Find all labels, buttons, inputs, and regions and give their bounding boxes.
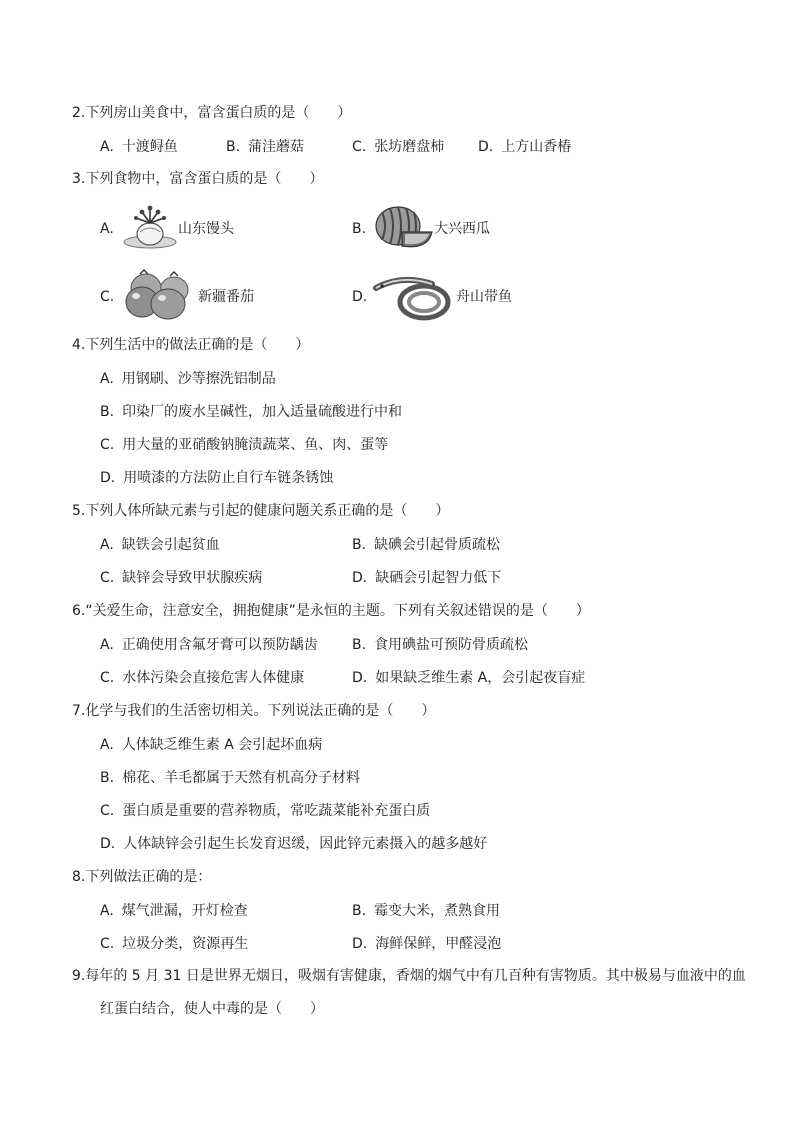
option-letter: D. <box>478 139 494 155</box>
q5-option-a <box>100 535 220 555</box>
option-text: 用钢刷、沙等擦洗铝制品 <box>121 371 276 387</box>
option-text: 缺锌会导致甲状腺疾病 <box>122 570 263 586</box>
q4-option-d <box>100 468 333 488</box>
q6-option-b <box>352 635 528 655</box>
option-text: 煤气泄漏，开灯检查 <box>121 903 248 919</box>
option-letter: B. <box>100 770 115 786</box>
q6-option-d <box>352 668 585 688</box>
option-letter: B. <box>100 404 115 420</box>
q6-option-c <box>100 668 304 688</box>
option-text: 垃圾分类，资源再生 <box>122 936 249 952</box>
question-9-text: 9.每年的 5 月 31 日是世界无烟日，吸烟有害健康，香烟的烟气中有几百种有害物质。其中极易与血液中的血红蛋白结合，使人中毒的是（ ） <box>72 968 746 1017</box>
option-letter: D. <box>352 936 368 952</box>
q7-option-c <box>100 801 430 821</box>
option-letter: C. <box>100 670 115 686</box>
q6-option-a <box>100 635 318 655</box>
option-letter: A. <box>100 371 114 387</box>
option-letter: A. <box>100 737 114 753</box>
option-letter: B. <box>352 537 367 553</box>
q8-option-b <box>352 901 500 921</box>
question-3-stem: 3.下列食物中，富含蛋白质的是（ ） <box>72 171 324 187</box>
option-text: 人体缺锌会引起生长发育迟缓，因此锌元素摄入的越多越好 <box>123 836 488 852</box>
option-text: 正确使用含氟牙膏可以预防龋齿 <box>121 637 318 653</box>
question-7-stem: 7.化学与我们的生活密切相关。下列说法正确的是（ ） <box>72 703 436 719</box>
question-5-stem: 5.下列人体所缺元素与引起的健康问题关系正确的是（ ） <box>72 503 450 519</box>
q2-option-b <box>226 137 304 157</box>
option-text: 如果缺乏维生素 A，会引起夜盲症 <box>375 670 586 686</box>
option-letter: A. <box>100 637 114 653</box>
option-letter: D. <box>352 670 368 686</box>
option-text: 缺铁会引起贫血 <box>121 537 220 553</box>
q8-option-c <box>100 934 248 954</box>
q3-option-d-letter: D. <box>352 289 368 305</box>
option-text: 上方山香椿 <box>501 139 572 155</box>
q5-option-b <box>352 535 500 555</box>
q4-option-b <box>100 402 402 422</box>
option-letter: B. <box>352 637 367 653</box>
option-text: 十渡鲟鱼 <box>121 139 178 155</box>
q7-option-b <box>100 768 360 788</box>
option-text: 缺碘会引起骨质疏松 <box>374 537 501 553</box>
q2-option-a <box>100 137 178 157</box>
option-letter: A. <box>100 139 114 155</box>
q7-option-d <box>100 834 487 854</box>
option-letter: D. <box>100 836 116 852</box>
tomato-icon <box>122 268 196 320</box>
question-8-stem: 8.下列做法正确的是： <box>72 869 212 885</box>
steamed-bun-icon <box>122 204 178 252</box>
q3-option-a-text: 山东馒头 <box>178 221 234 237</box>
option-letter: B. <box>352 903 367 919</box>
q7-option-a <box>100 735 322 755</box>
q2-option-d <box>478 137 571 157</box>
question-9-stem <box>72 960 750 1026</box>
option-text: 食用碘盐可预防骨质疏松 <box>374 637 529 653</box>
option-text: 张坊磨盘柿 <box>374 139 445 155</box>
q5-option-c <box>100 568 262 588</box>
question-6-stem: 6.“关爱生命，注意安全，拥抱健康”是永恒的主题。下列有关叙述错误的是（ ） <box>72 603 590 619</box>
watermelon-icon <box>372 202 434 252</box>
option-letter: D. <box>352 570 368 586</box>
hairtail-fish-icon <box>372 272 456 322</box>
option-letter: D. <box>100 470 116 486</box>
q3-option-b-text: 大兴西瓜 <box>434 221 490 237</box>
q2-option-c <box>352 137 444 157</box>
q8-option-d <box>352 934 501 954</box>
option-text: 棉花、羊毛都属于天然有机高分子材料 <box>122 770 361 786</box>
option-letter: A. <box>100 903 114 919</box>
q3-option-b-letter: B. <box>352 221 367 237</box>
option-text: 印染厂的废水呈碱性，加入适量硫酸进行中和 <box>122 404 403 420</box>
q5-option-d <box>352 568 501 588</box>
option-text: 霉变大米，煮熟食用 <box>374 903 501 919</box>
question-2-stem: 2.下列房山美食中，富含蛋白质的是（ ） <box>72 105 352 121</box>
option-text: 蒲洼蘑菇 <box>248 139 305 155</box>
option-text: 蛋白质是重要的营养物质，常吃蔬菜能补充蛋白质 <box>122 803 431 819</box>
q3-option-a-letter: A. <box>100 221 114 237</box>
q3-option-c-letter: C. <box>100 289 115 305</box>
option-text: 缺硒会引起智力低下 <box>375 570 502 586</box>
q4-option-a <box>100 369 276 389</box>
q4-option-c <box>100 435 388 455</box>
option-text: 人体缺乏维生素 A 会引起坏血病 <box>121 737 323 753</box>
q3-option-d-text: 舟山带鱼 <box>456 289 512 305</box>
option-text: 海鲜保鲜，甲醛浸泡 <box>375 936 502 952</box>
option-text: 用喷漆的方法防止自行车链条锈蚀 <box>123 470 334 486</box>
option-letter: C. <box>352 139 367 155</box>
option-letter: B. <box>226 139 241 155</box>
q3-option-c-text: 新疆番茄 <box>198 289 254 305</box>
option-letter: C. <box>100 936 115 952</box>
option-letter: A. <box>100 537 114 553</box>
option-letter: C. <box>100 570 115 586</box>
question-4-stem: 4.下列生活中的做法正确的是（ ） <box>72 337 310 353</box>
option-text: 用大量的亚硝酸钠腌渍蔬菜、鱼、肉、蛋等 <box>122 437 389 453</box>
option-letter: C. <box>100 437 115 453</box>
q8-option-a <box>100 901 248 921</box>
option-text: 水体污染会直接危害人体健康 <box>122 670 305 686</box>
option-letter: C. <box>100 803 115 819</box>
